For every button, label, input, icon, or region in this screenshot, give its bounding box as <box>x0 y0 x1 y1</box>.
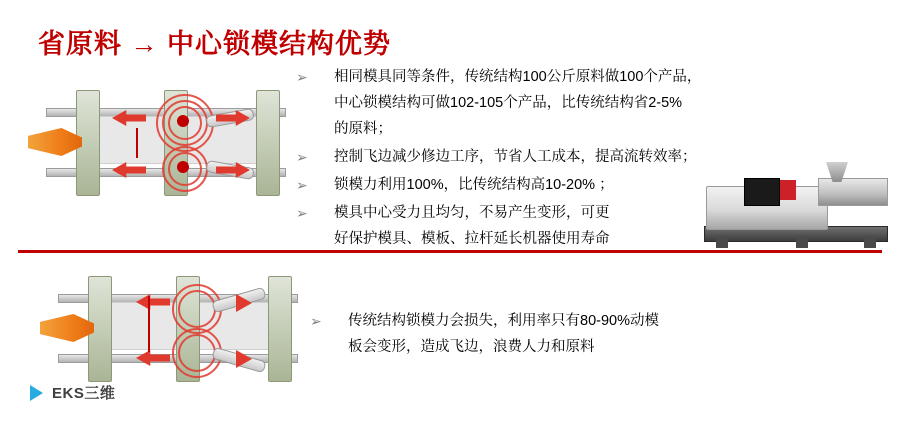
force-arrow-upper-right <box>236 294 252 312</box>
injection-nozzle-icon <box>28 128 82 156</box>
bullet-arrow-icon: ➢ <box>296 69 308 85</box>
footer-brand <box>30 382 115 403</box>
machine-injection-unit <box>818 178 888 206</box>
play-triangle-icon <box>30 385 43 401</box>
center-lock-hub-upper <box>177 115 189 127</box>
bullet-arrow-icon: ➢ <box>310 313 322 329</box>
brand-label: EKS三维 <box>52 385 116 402</box>
bullet-line: 模具中心受力且均匀，不易产生变形，可更 <box>334 205 610 221</box>
machine-leg <box>796 238 808 248</box>
bullet-arrow-icon: ➢ <box>296 205 308 221</box>
bullet-line: 传统结构锁模力会损失，利用率只有80-90%动模 <box>348 313 659 329</box>
bullet-line: 相同模具同等条件，传统结构100公斤原料做100个产品， <box>334 69 702 85</box>
bullet-line: 中心锁模结构可做102-105个产品，比传统结构省2-5% <box>334 95 683 111</box>
clamp-platen-right <box>256 90 280 196</box>
bullet-line: 的原料； <box>334 121 392 137</box>
force-arrow-lower-left <box>136 350 170 366</box>
mold-cavity-area <box>110 302 180 350</box>
center-clamp-mold-diagram <box>28 82 290 202</box>
bullet-line: 好保护模具、模板、拉杆延长机器使用寿命 <box>334 231 610 247</box>
bullet-text <box>348 308 810 360</box>
page-title: 省原料 → 中心锁模结构优势 <box>38 29 392 59</box>
injection-nozzle-icon <box>40 314 94 342</box>
machine-leg <box>716 238 728 248</box>
center-line-marker <box>136 128 138 158</box>
machine-control-panel <box>744 178 780 206</box>
center-lock-hub-lower <box>177 161 189 173</box>
section-divider <box>18 250 882 253</box>
list-item <box>296 64 816 142</box>
clamp-platen-right <box>268 276 292 382</box>
list-item <box>310 308 810 360</box>
center-line-marker <box>148 296 150 352</box>
bullet-arrow-icon: ➢ <box>296 177 308 193</box>
machine-leg <box>864 238 876 248</box>
machine-red-accent <box>780 180 796 200</box>
bullet-arrow-icon: ➢ <box>296 149 308 165</box>
bullet-line: 控制飞边减少修边工序，节省人工成本，提高流转效率； <box>334 149 697 165</box>
force-arrow-lower-right <box>236 350 252 368</box>
bullet-line: 板会变形，造成飞边，浪费人力和原料 <box>348 339 595 355</box>
bullet-text <box>334 64 816 142</box>
bullet-line: 锁模力利用100%，比传统结构高10-20% ； <box>334 177 614 193</box>
bullet-list-traditional-issues <box>310 308 810 362</box>
traditional-clamp-mold-diagram <box>40 268 302 388</box>
injection-molding-machine-photo <box>700 160 890 250</box>
